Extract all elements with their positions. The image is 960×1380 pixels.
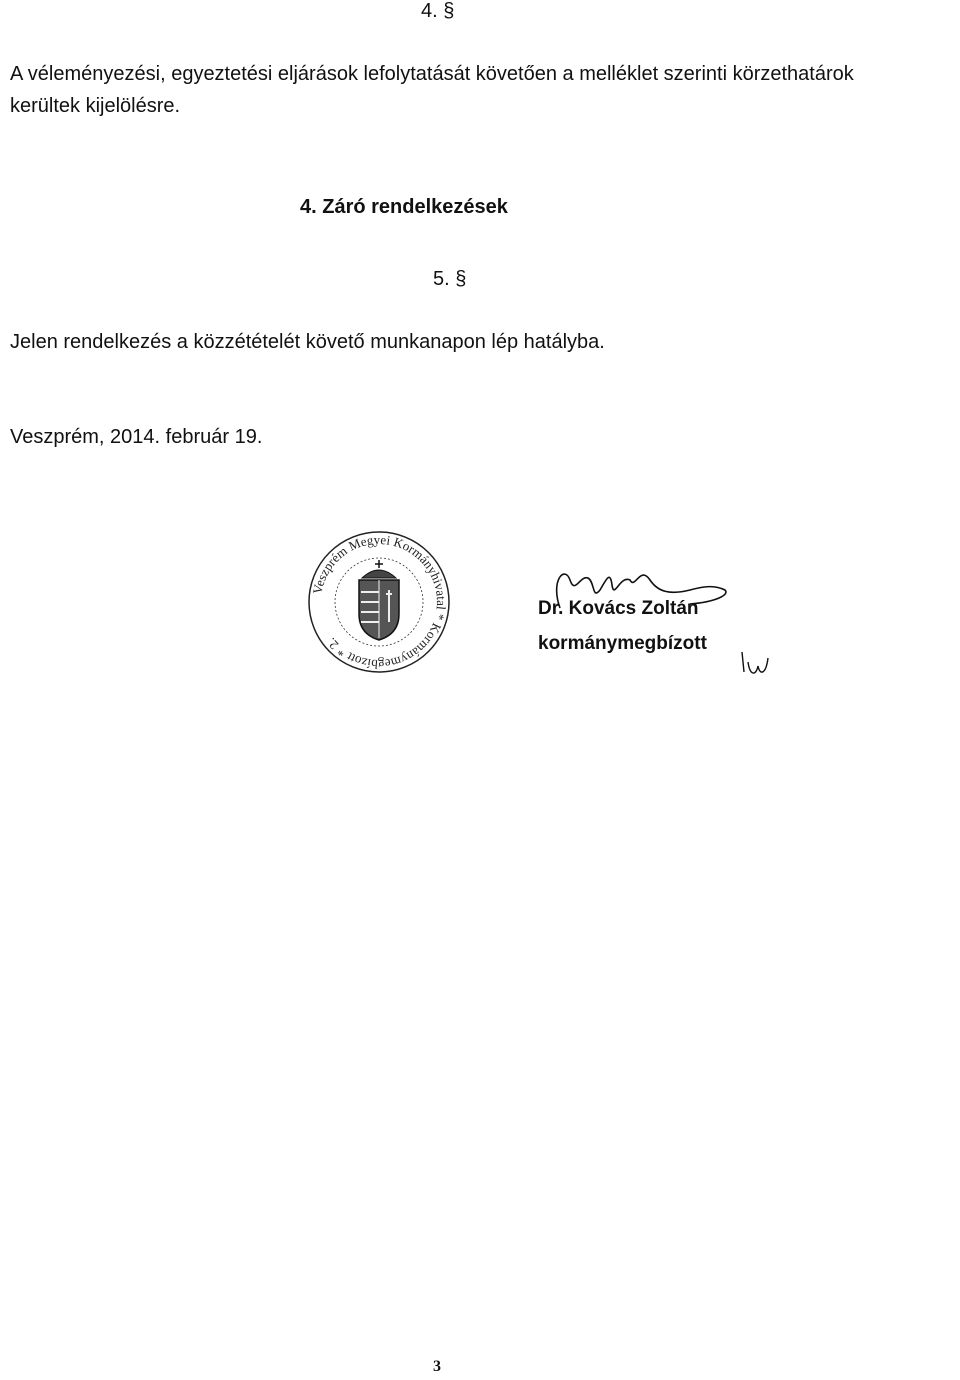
- paragraph-body-1: A véleményezési, egyeztetési eljárások lefolytatását követően a melléklet szerinti körzethatárok kerültek kijelölésre.: [10, 63, 854, 117]
- handwritten-initials: [738, 642, 772, 676]
- signatory-title: kormánymegbízott: [538, 633, 707, 654]
- coat-of-arms-icon: [359, 560, 399, 640]
- section-4-number: 4. §: [421, 0, 455, 22]
- page-number: 3: [433, 1358, 441, 1375]
- section-heading: 4. Záró rendelkezések: [300, 196, 508, 218]
- section-5-number: 5. §: [433, 268, 467, 290]
- official-stamp: [304, 522, 454, 682]
- stamp-text: Veszprém Megyei Kormányhivatal * Kormánymegbízott * 2.: [309, 531, 450, 673]
- paragraph-body-2: Jelen rendelkezés a közzétételét követő munkanapon lép hatályba.: [10, 331, 605, 353]
- signatory-name: Dr. Kovács Zoltán: [538, 598, 699, 619]
- place-and-date: Veszprém, 2014. február 19.: [10, 426, 263, 448]
